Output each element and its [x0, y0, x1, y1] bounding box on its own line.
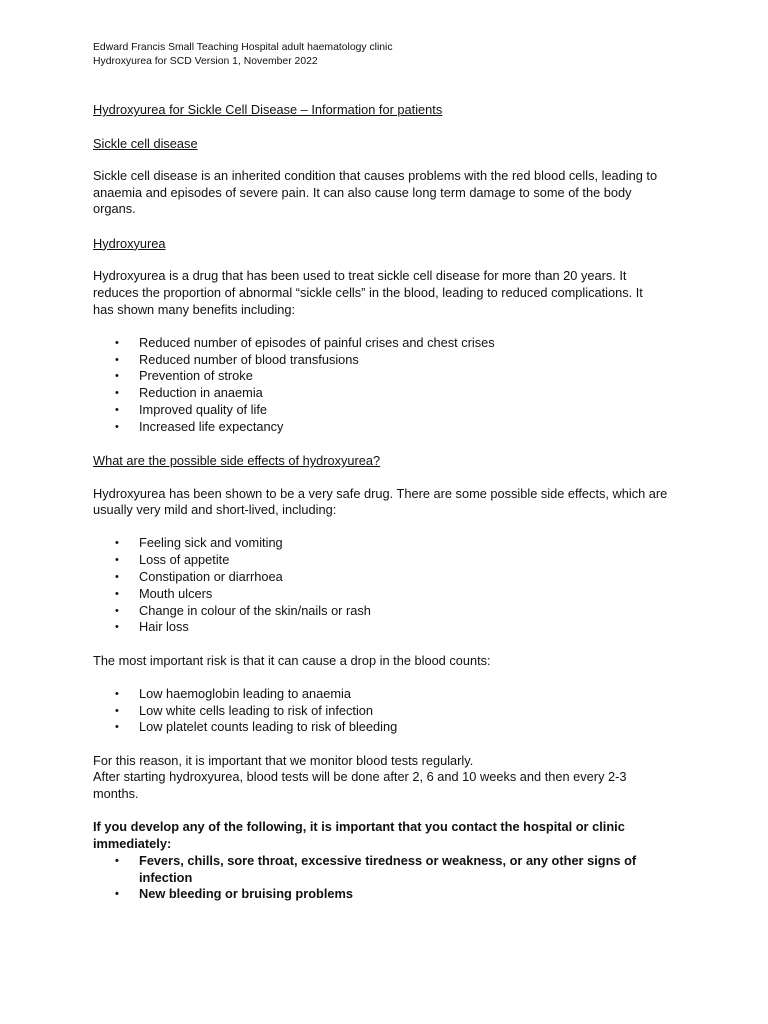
bullet-icon: • — [115, 687, 119, 700]
bullet-icon: • — [115, 587, 119, 600]
header-hospital: Edward Francis Small Teaching Hospital adult haematology clinic — [93, 42, 393, 53]
risk-intro: The most important risk is that it can cause a drop in the blood counts: — [93, 652, 491, 668]
paragraph-line: has shown many benefits including: — [93, 301, 296, 317]
bullet-icon: • — [115, 604, 119, 617]
list-item: • Reduction in anaemia — [115, 385, 263, 401]
list-item: • Loss of appetite — [115, 552, 230, 568]
paragraph-line: For this reason, it is important that we monitor blood tests regularly. — [93, 752, 474, 768]
list-item: • Low white cells leading to risk of infection — [115, 702, 374, 718]
urgent-list — [93, 853, 693, 903]
bullet-icon: • — [115, 721, 119, 734]
list-item: • Hair loss — [115, 619, 189, 635]
heading-sickle-cell-disease: Sickle cell disease — [93, 135, 198, 151]
benefits-list — [93, 335, 693, 436]
paragraph-urgent — [93, 819, 693, 852]
paragraph-line: months. — [93, 786, 139, 802]
paragraph-line: organs. — [93, 201, 136, 217]
document-page — [93, 41, 693, 903]
paragraph-hydroxyurea — [93, 268, 693, 318]
paragraph-line: Sickle cell disease is an inherited condition that causes problems with the red blood cells, leading to — [93, 168, 658, 183]
bullet-icon: • — [115, 370, 119, 383]
paragraph-line: If you develop any of the following, it is important that you contact the hospital or clinic — [93, 819, 625, 835]
list-item: • Improved quality of life — [115, 401, 268, 417]
bullet-icon: • — [115, 420, 119, 433]
header-version: Hydroxyurea for SCD Version 1, November 2022 — [93, 56, 318, 67]
bullet-icon: • — [115, 353, 119, 366]
risks-list — [93, 686, 693, 736]
paragraph-line: anaemia and episodes of severe pain. It can also cause long term damage to some of the body — [93, 184, 632, 200]
list-item: • Reduced number of blood transfusions — [115, 351, 359, 367]
bullet-icon: • — [115, 403, 119, 416]
document-header — [93, 41, 693, 69]
bullet-icon: • — [115, 888, 119, 901]
paragraph-sickle-cell-disease — [93, 168, 693, 218]
paragraph-line: Hydroxyurea is a drug that has been used to treat sickle cell disease for more than 20 years. It — [93, 268, 627, 284]
paragraph-side-effects — [93, 486, 693, 519]
list-item: • Low platelet counts leading to risk of bleeding — [115, 719, 398, 735]
bullet-icon: • — [115, 571, 119, 583]
bullet-icon: • — [115, 704, 119, 717]
paragraph-line: reduces the proportion of abnormal “sickle cells” in the blood, leading to reduced complications. It — [93, 284, 643, 300]
bullet-icon: • — [115, 854, 119, 867]
list-item: • Feeling sick and vomiting — [115, 535, 283, 551]
list-item: • Fevers, chills, sore throat, excessive tiredness or weakness, or any other signs of infection — [115, 852, 637, 885]
document-title: Hydroxyurea for Sickle Cell Disease – Information for patients — [93, 102, 443, 117]
bullet-icon: • — [115, 621, 119, 634]
side-effects-list — [93, 535, 693, 636]
paragraph-line: usually very mild and short-lived, including: — [93, 502, 337, 518]
list-item: • Constipation or diarrhoea — [115, 569, 283, 584]
bullet-icon: • — [115, 537, 119, 550]
heading-side-effects: What are the possible side effects of hydroxyurea? — [93, 453, 381, 468]
paragraph-line: immediately: — [93, 836, 172, 852]
list-item: • Change in colour of the skin/nails or rash — [115, 602, 371, 618]
bullet-icon: • — [115, 387, 119, 400]
heading-hydroxyurea: Hydroxyurea — [93, 235, 166, 251]
paragraph-monitoring — [93, 753, 693, 803]
list-item: • Prevention of stroke — [115, 368, 253, 384]
bullet-icon: • — [115, 336, 119, 349]
list-item: • Increased life expectancy — [115, 418, 284, 434]
list-item: • Low haemoglobin leading to anaemia — [115, 685, 352, 701]
paragraph-line: After starting hydroxyurea, blood tests will be done after 2, 6 and 10 weeks and then every 2-3 — [93, 769, 627, 785]
list-item: • New bleeding or bruising problems — [115, 886, 354, 902]
bullet-icon: • — [115, 554, 119, 567]
list-item: • Mouth ulcers — [115, 585, 213, 601]
list-item: • Reduced number of episodes of painful crises and chest crises — [115, 334, 495, 350]
paragraph-line: Hydroxyurea has been shown to be a very safe drug. There are some possible side effects, which are — [93, 485, 668, 501]
